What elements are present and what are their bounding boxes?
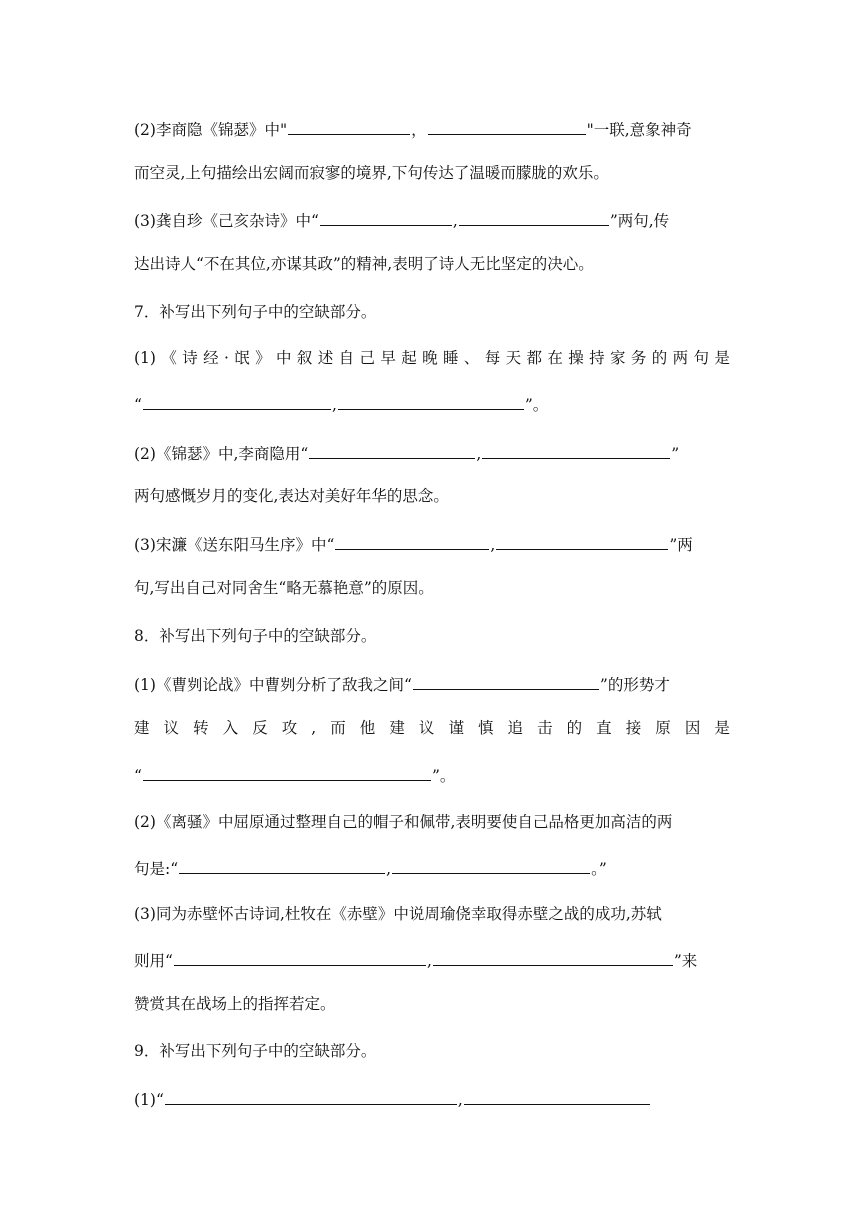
text: , <box>457 1091 463 1109</box>
justified-char: 的 <box>651 349 668 367</box>
justified-char: 操 <box>568 349 584 367</box>
justified-char: 反 <box>252 719 268 737</box>
answer-blank[interactable] <box>482 442 670 459</box>
q7-item3-line1 <box>134 533 693 553</box>
q7-item1-line1 <box>134 348 730 368</box>
text: 句是:“ <box>134 860 179 878</box>
justified-char: 转 <box>193 719 209 737</box>
answer-blank[interactable] <box>413 673 599 690</box>
justified-char: 议 <box>418 719 435 737</box>
justified-char: 句 <box>693 349 710 367</box>
justified-char: 直 <box>596 719 612 737</box>
q6-item3-line1 <box>134 209 669 229</box>
answer-blank[interactable] <box>392 857 590 874</box>
text: 赞赏其在战场上的指挥若定。 <box>134 995 336 1013</box>
justified-char: (1) <box>134 349 156 367</box>
q6-item2-line1 <box>134 118 692 138</box>
q8-item1-line2 <box>134 718 730 738</box>
text: 而空灵,上句描绘出宏阔而寂寥的境界,下句传达了温暖而朦胧的欢乐。 <box>134 164 609 182</box>
text: , <box>426 952 432 970</box>
text: ”的形势才 <box>599 676 670 694</box>
justified-char: 睡 <box>443 349 459 367</box>
q8-heading: 8．补写出下列句子中的空缺部分。 <box>134 627 377 645</box>
justified-char: 击 <box>537 719 553 737</box>
justified-char: 中 <box>276 349 292 367</box>
q9-item1-line1 <box>134 1088 651 1108</box>
text: (2)《锦瑟》中,李商隐用“ <box>134 445 309 463</box>
justified-char: 、 <box>463 349 480 367</box>
answer-blank[interactable] <box>165 1088 457 1105</box>
justified-char: 持 <box>589 349 605 367</box>
justified-char: 都 <box>526 349 543 367</box>
justified-char: 在 <box>547 349 563 367</box>
text: ” <box>671 445 680 463</box>
justified-char: 是 <box>714 719 730 737</box>
text: , <box>476 445 482 463</box>
text: (3)同为赤壁怀古诗词,杜牧在《赤壁》中说周瑜侥幸取得赤壁之战的成功,苏轼 <box>134 905 662 923</box>
text: ”两 <box>669 536 693 554</box>
justified-char: 谨 <box>448 719 464 737</box>
q7-heading: 7．补写出下列句子中的空缺部分。 <box>134 303 377 321</box>
text: (1)《曹刿论战》中曹刿分析了敌我之间“ <box>134 676 412 694</box>
q7-item2-line2 <box>134 486 449 506</box>
justified-char: 晚 <box>422 349 438 367</box>
justified-char: 叙 <box>296 349 313 367</box>
q7-item3-line2 <box>134 578 434 598</box>
text: , <box>331 396 337 414</box>
text: 则用“ <box>134 952 173 970</box>
answer-blank[interactable] <box>309 442 475 459</box>
justified-char: 原 <box>655 719 671 737</box>
justified-char: 入 <box>222 719 239 737</box>
q8-item3-line3 <box>134 994 336 1014</box>
text: "一联,意象神奇 <box>586 121 692 139</box>
justified-char: · <box>223 349 229 367</box>
answer-blank[interactable] <box>320 209 452 226</box>
justified-char: 每 <box>484 349 501 367</box>
text: 。” <box>591 860 607 878</box>
q7-item1-line2 <box>134 393 548 413</box>
text: , <box>490 536 496 554</box>
answer-blank[interactable] <box>179 857 385 874</box>
justified-char: 两 <box>672 349 689 367</box>
justified-char: 》 <box>255 349 271 367</box>
text: (2)李商隐《锦瑟》中" <box>134 121 288 139</box>
text: (3)宋濂《送东阳马生序》中“ <box>134 536 335 554</box>
justified-char: 建 <box>389 719 405 737</box>
justified-char: 的 <box>566 719 583 737</box>
text: ， <box>411 121 427 139</box>
text: ”。 <box>431 767 456 785</box>
justified-char: 早 <box>380 349 396 367</box>
justified-char: 接 <box>625 719 642 737</box>
answer-blank[interactable] <box>464 1088 650 1105</box>
q6-item2-line2 <box>134 163 609 183</box>
justified-char: 慎 <box>477 719 494 737</box>
text: “ <box>134 396 142 414</box>
answer-blank[interactable] <box>459 209 609 226</box>
q8-item2-line1 <box>134 812 672 832</box>
justified-char: 己 <box>359 349 376 367</box>
text: 句,写出自己对同舍生“略无慕艳意”的原因。 <box>134 579 434 597</box>
q9-heading: 9．补写出下列句子中的空缺部分。 <box>134 1042 377 1060</box>
text: ”两句,传 <box>609 212 670 230</box>
justified-char: 自 <box>338 349 355 367</box>
justified-char: 经 <box>203 349 219 367</box>
justified-char: 诗 <box>182 349 198 367</box>
q7-item2-line1 <box>134 442 679 462</box>
answer-blank[interactable] <box>496 533 668 550</box>
justified-char: 氓 <box>234 349 250 367</box>
answer-blank[interactable] <box>143 393 331 410</box>
justified-char: 天 <box>505 349 522 367</box>
justified-char: 议 <box>163 719 180 737</box>
justified-char: 攻 <box>281 719 298 737</box>
text: (3)龚自珍《己亥杂诗》中“ <box>134 212 319 230</box>
answer-blank[interactable] <box>428 118 586 135</box>
text: (1)“ <box>134 1091 164 1109</box>
q8-item1-line3 <box>134 764 455 784</box>
justified-char: 而 <box>330 719 346 737</box>
text: ”。 <box>524 396 549 414</box>
justified-char: 建 <box>134 719 150 737</box>
answer-blank[interactable] <box>174 949 426 966</box>
text: ”来 <box>673 952 698 970</box>
justified-char: 因 <box>684 719 701 737</box>
answer-blank[interactable] <box>433 949 673 966</box>
q8-item2-line2 <box>134 857 607 877</box>
justified-char: 追 <box>507 719 524 737</box>
text: (2)《离骚》中屈原通过整理自己的帽子和佩带,表明要使自己品格更加高洁的两 <box>134 813 673 831</box>
justified-char: 他 <box>359 719 376 737</box>
q8-item3-line2 <box>134 949 697 969</box>
justified-char: 述 <box>317 349 334 367</box>
justified-char: 家 <box>610 349 626 367</box>
answer-blank[interactable] <box>335 533 489 550</box>
text: , <box>386 860 392 878</box>
justified-char: 是 <box>714 349 730 367</box>
text: “ <box>134 767 142 785</box>
answer-blank[interactable] <box>338 393 524 410</box>
text: , <box>452 212 458 230</box>
text: 达出诗人“不在其位,亦谋其政”的精神,表明了诗人无比坚定的决心。 <box>134 255 594 273</box>
justified-char: , <box>311 719 317 737</box>
q6-item3-line2 <box>134 254 594 274</box>
justified-char: 务 <box>630 349 647 367</box>
justified-char: 《 <box>161 349 177 367</box>
answer-blank[interactable] <box>143 764 431 781</box>
q8-item3-line1 <box>134 904 662 924</box>
answer-blank[interactable] <box>288 118 410 135</box>
q8-item1-line1 <box>134 673 670 693</box>
text: 两句感慨岁月的变化,表达对美好年华的思念。 <box>134 487 449 505</box>
justified-char: 起 <box>401 349 417 367</box>
